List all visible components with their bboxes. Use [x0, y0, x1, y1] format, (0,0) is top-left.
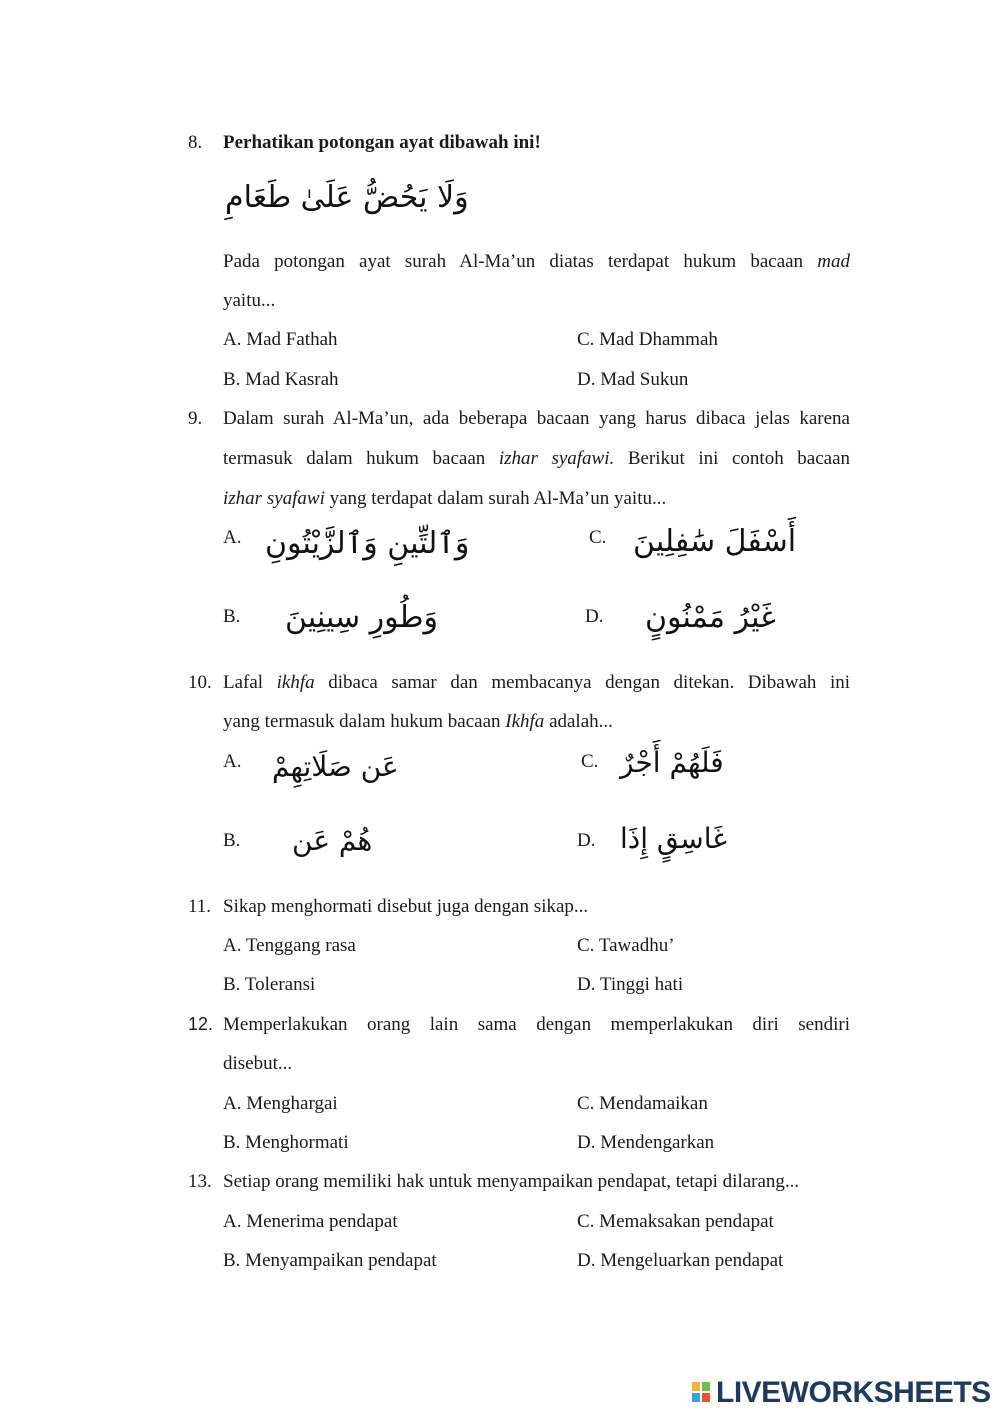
question-10-line2-b: adalah...	[549, 711, 613, 732]
question-12-option-d[interactable]: D. Mendengarkan	[577, 1132, 715, 1153]
question-9-line3	[223, 488, 666, 510]
question-13-number: 13.	[188, 1171, 212, 1192]
question-10-line1	[223, 672, 850, 694]
liveworksheets-logo-icon	[692, 1382, 712, 1404]
question-10-label-a[interactable]: A.	[223, 751, 242, 772]
question-12-number: 12.	[188, 1014, 214, 1034]
question-12-option-a[interactable]: A. Menghargai	[223, 1093, 338, 1114]
question-12-option-c[interactable]: C. Mendamaikan	[577, 1093, 708, 1114]
question-10-arabic-b[interactable]: هُمْ عَن	[292, 824, 373, 857]
question-9-arabic-d[interactable]: غَيْرُ مَمْنُونٍ	[645, 600, 776, 635]
question-12-line2: disebut...	[223, 1053, 293, 1074]
question-13-option-a[interactable]: A. Menerima pendapat	[223, 1211, 398, 1232]
question-13-option-b[interactable]: B. Menyampaikan pendapat	[223, 1250, 437, 1271]
question-13-option-c[interactable]: C. Memaksakan pendapat	[577, 1211, 774, 1232]
question-10-arabic-d[interactable]: غَاسِقٍ إِذَا	[620, 822, 727, 855]
question-12-line1: Memperlakukan orang lain sama dengan memperlakukan diri sendiri	[223, 1014, 850, 1035]
liveworksheets-logo[interactable]	[690, 1376, 990, 1410]
question-9-line3-em: izhar syafawi	[223, 488, 325, 509]
question-11-option-b[interactable]: B. Toleransi	[223, 974, 316, 995]
question-8-option-d[interactable]: D. Mad Sukun	[577, 369, 689, 390]
question-8-number: 8.	[188, 132, 203, 153]
question-10-line1-a: Lafal	[223, 672, 264, 693]
question-10-label-b[interactable]: B.	[223, 830, 241, 851]
question-9-line2	[223, 448, 850, 470]
question-9-number: 9.	[188, 408, 203, 429]
question-8-title: Perhatikan potongan ayat dibawah ini!	[223, 132, 541, 153]
question-9-label-d[interactable]: D.	[585, 606, 604, 627]
question-10-line1-b: dibaca samar dan membacanya dengan ditekan. Dibawah ini	[328, 672, 851, 693]
question-8-option-c[interactable]: C. Mad Dhammah	[577, 329, 718, 350]
question-9-line3-b: yang terdapat dalam surah Al-Ma’un yaitu...	[329, 488, 667, 509]
question-9-line2-b: Berikut ini contoh bacaan	[627, 448, 850, 469]
question-9-arabic-c[interactable]: أَسْفَلَ سَٰفِلِينَ	[633, 524, 797, 559]
question-11-option-a[interactable]: A. Tenggang rasa	[223, 935, 356, 956]
question-10-label-d[interactable]: D.	[577, 830, 596, 851]
liveworksheets-logo-text: LIVEWORKSHEETS	[716, 1376, 991, 1409]
question-13-option-d[interactable]: D. Mengeluarkan pendapat	[577, 1250, 784, 1271]
question-8-text-line1	[223, 251, 850, 273]
question-9-label-c[interactable]: C.	[589, 527, 607, 548]
question-13-text: Setiap orang memiliki hak untuk menyampaikan pendapat, tetapi dilarang...	[223, 1171, 800, 1192]
question-10-arabic-c[interactable]: فَلَهُمْ أَجْرٌ	[620, 746, 724, 779]
question-8-text-em: mad	[817, 251, 851, 272]
question-11-option-c[interactable]: C. Tawadhu’	[577, 935, 675, 956]
question-11-text: Sikap menghormati disebut juga dengan sikap...	[223, 896, 589, 917]
question-8-option-a[interactable]: A. Mad Fathah	[223, 329, 338, 350]
question-9-label-a[interactable]: A.	[223, 527, 242, 548]
question-8-text-line2: yaitu...	[223, 290, 276, 311]
question-12-option-b[interactable]: B. Menghormati	[223, 1132, 349, 1153]
question-9-label-b[interactable]: B.	[223, 606, 241, 627]
question-10-line2	[223, 711, 613, 733]
question-9-line2-a: termasuk dalam hukum bacaan	[223, 448, 486, 469]
question-9-line1: Dalam surah Al-Ma’un, ada beberapa bacaan yang harus dibaca jelas karena	[223, 408, 850, 429]
question-10-label-c[interactable]: C.	[581, 751, 599, 772]
question-8-text-a: Pada potongan ayat surah Al-Ma’un diatas terdapat hukum bacaan	[223, 251, 804, 272]
question-11-option-d[interactable]: D. Tinggi hati	[577, 974, 684, 995]
question-9-line2-em: izhar syafawi.	[498, 448, 615, 469]
question-10-line1-em: ikhfa	[276, 672, 315, 693]
question-10-line2-a: yang termasuk dalam hukum bacaan	[223, 711, 501, 732]
question-10-line2-em: Ikhfa	[505, 711, 545, 732]
question-9-arabic-b[interactable]: وَطُورِ سِينِينَ	[285, 600, 439, 635]
question-8-arabic: وَلَا يَحُضُّ عَلَىٰ طَعَامِ	[225, 180, 469, 215]
question-11-number: 11.	[188, 896, 212, 917]
question-10-number: 10.	[188, 672, 212, 693]
question-9-arabic-a[interactable]: وَٱلتِّينِ وَٱلزَّيْتُونِ	[265, 526, 470, 561]
question-10-arabic-a[interactable]: عَن صَلَاتِهِمْ	[272, 750, 399, 783]
question-8-option-b[interactable]: B. Mad Kasrah	[223, 369, 339, 390]
